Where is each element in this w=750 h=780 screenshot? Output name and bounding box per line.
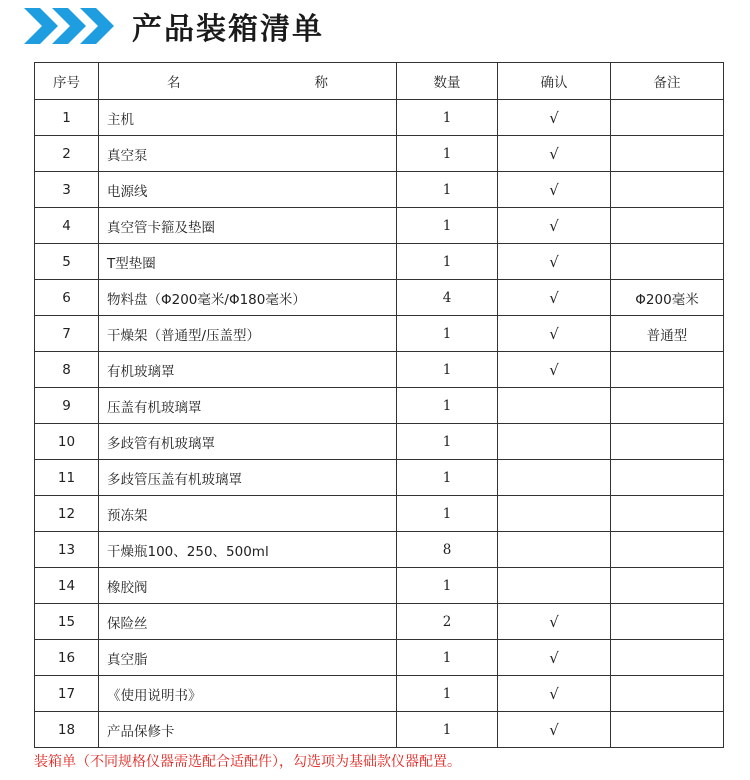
header-name-part-b: 称	[314, 75, 328, 91]
item-note	[611, 712, 724, 748]
header-name	[99, 63, 397, 100]
confirm-check: √	[498, 136, 611, 172]
row-number: 12	[35, 496, 99, 532]
table-row	[35, 316, 724, 352]
item-name: 物料盘（Φ200毫米/Φ180毫米）	[99, 280, 397, 316]
item-name: 《使用说明书》	[99, 676, 397, 712]
chevron-arrows-icon	[24, 8, 116, 44]
item-note	[611, 100, 724, 136]
row-number: 8	[35, 352, 99, 388]
item-quantity: 1	[397, 388, 498, 424]
item-note	[611, 460, 724, 496]
table-row	[35, 496, 724, 532]
item-note	[611, 604, 724, 640]
item-quantity: 1	[397, 172, 498, 208]
row-number: 6	[35, 280, 99, 316]
item-quantity: 1	[397, 424, 498, 460]
item-quantity: 8	[397, 532, 498, 568]
packing-list-table	[34, 62, 724, 748]
item-quantity: 4	[397, 280, 498, 316]
confirm-check: √	[498, 604, 611, 640]
item-name: 橡胶阀	[99, 568, 397, 604]
table-row	[35, 172, 724, 208]
table-row	[35, 244, 724, 280]
item-note: Φ200毫米	[611, 280, 724, 316]
table-row	[35, 532, 724, 568]
confirm-check: √	[498, 352, 611, 388]
confirm-check: √	[498, 316, 611, 352]
item-note	[611, 136, 724, 172]
confirm-check: √	[498, 208, 611, 244]
row-number: 9	[35, 388, 99, 424]
item-quantity: 1	[397, 676, 498, 712]
confirm-check: √	[498, 244, 611, 280]
header-note: 备注	[611, 63, 724, 100]
item-name: 真空泵	[99, 136, 397, 172]
confirm-check: √	[498, 676, 611, 712]
item-note	[611, 532, 724, 568]
table-row	[35, 604, 724, 640]
table-row	[35, 424, 724, 460]
item-name: T型垫圈	[99, 244, 397, 280]
item-name: 多歧管压盖有机玻璃罩	[99, 460, 397, 496]
confirm-check	[498, 388, 611, 424]
row-number: 3	[35, 172, 99, 208]
item-name: 真空脂	[99, 640, 397, 676]
item-quantity: 1	[397, 496, 498, 532]
item-note	[611, 352, 724, 388]
item-name: 保险丝	[99, 604, 397, 640]
table-row	[35, 712, 724, 748]
item-quantity: 1	[397, 100, 498, 136]
item-name: 电源线	[99, 172, 397, 208]
confirm-check	[498, 568, 611, 604]
item-name: 干燥架（普通型/压盖型）	[99, 316, 397, 352]
page-title: 产品装箱清单	[132, 12, 324, 47]
row-number: 5	[35, 244, 99, 280]
table-row	[35, 568, 724, 604]
header	[24, 4, 324, 48]
table-row	[35, 352, 724, 388]
item-quantity: 1	[397, 244, 498, 280]
table-row	[35, 388, 724, 424]
confirm-check: √	[498, 712, 611, 748]
item-name: 真空管卡箍及垫圈	[99, 208, 397, 244]
confirm-check	[498, 496, 611, 532]
item-name: 压盖有机玻璃罩	[99, 388, 397, 424]
item-note	[611, 172, 724, 208]
row-number: 14	[35, 568, 99, 604]
row-number: 2	[35, 136, 99, 172]
item-note	[611, 496, 724, 532]
footnote: 装箱单（不同规格仪器需选配合适配件），勾选项为基础款仪器配置。	[34, 754, 461, 770]
item-quantity: 1	[397, 316, 498, 352]
row-number: 10	[35, 424, 99, 460]
item-note	[611, 424, 724, 460]
table-row	[35, 280, 724, 316]
header-no: 序号	[35, 63, 99, 100]
confirm-check: √	[498, 172, 611, 208]
row-number: 13	[35, 532, 99, 568]
item-quantity: 1	[397, 352, 498, 388]
item-name: 产品保修卡	[99, 712, 397, 748]
item-note	[611, 244, 724, 280]
item-name: 主机	[99, 100, 397, 136]
table-row	[35, 460, 724, 496]
row-number: 18	[35, 712, 99, 748]
item-note	[611, 208, 724, 244]
header-name-part-a: 名	[167, 75, 181, 91]
header-confirm: 确认	[498, 63, 611, 100]
confirm-check	[498, 532, 611, 568]
item-quantity: 1	[397, 208, 498, 244]
header-qty: 数量	[397, 63, 498, 100]
table-header-row	[35, 63, 724, 100]
confirm-check	[498, 460, 611, 496]
item-quantity: 1	[397, 640, 498, 676]
table-row	[35, 208, 724, 244]
item-note	[611, 388, 724, 424]
item-name: 多歧管有机玻璃罩	[99, 424, 397, 460]
confirm-check: √	[498, 100, 611, 136]
table-row	[35, 100, 724, 136]
row-number: 16	[35, 640, 99, 676]
confirm-check: √	[498, 640, 611, 676]
item-note	[611, 568, 724, 604]
row-number: 1	[35, 100, 99, 136]
item-quantity: 1	[397, 568, 498, 604]
item-quantity: 1	[397, 712, 498, 748]
item-name: 预冻架	[99, 496, 397, 532]
row-number: 15	[35, 604, 99, 640]
table-row	[35, 640, 724, 676]
item-note	[611, 640, 724, 676]
item-name: 干燥瓶100、250、500ml	[99, 532, 397, 568]
item-quantity: 1	[397, 460, 498, 496]
item-quantity: 2	[397, 604, 498, 640]
item-note	[611, 676, 724, 712]
item-note: 普通型	[611, 316, 724, 352]
row-number: 7	[35, 316, 99, 352]
item-quantity: 1	[397, 136, 498, 172]
confirm-check	[498, 424, 611, 460]
row-number: 4	[35, 208, 99, 244]
item-name: 有机玻璃罩	[99, 352, 397, 388]
row-number: 11	[35, 460, 99, 496]
row-number: 17	[35, 676, 99, 712]
confirm-check: √	[498, 280, 611, 316]
table-row	[35, 136, 724, 172]
table-row	[35, 676, 724, 712]
